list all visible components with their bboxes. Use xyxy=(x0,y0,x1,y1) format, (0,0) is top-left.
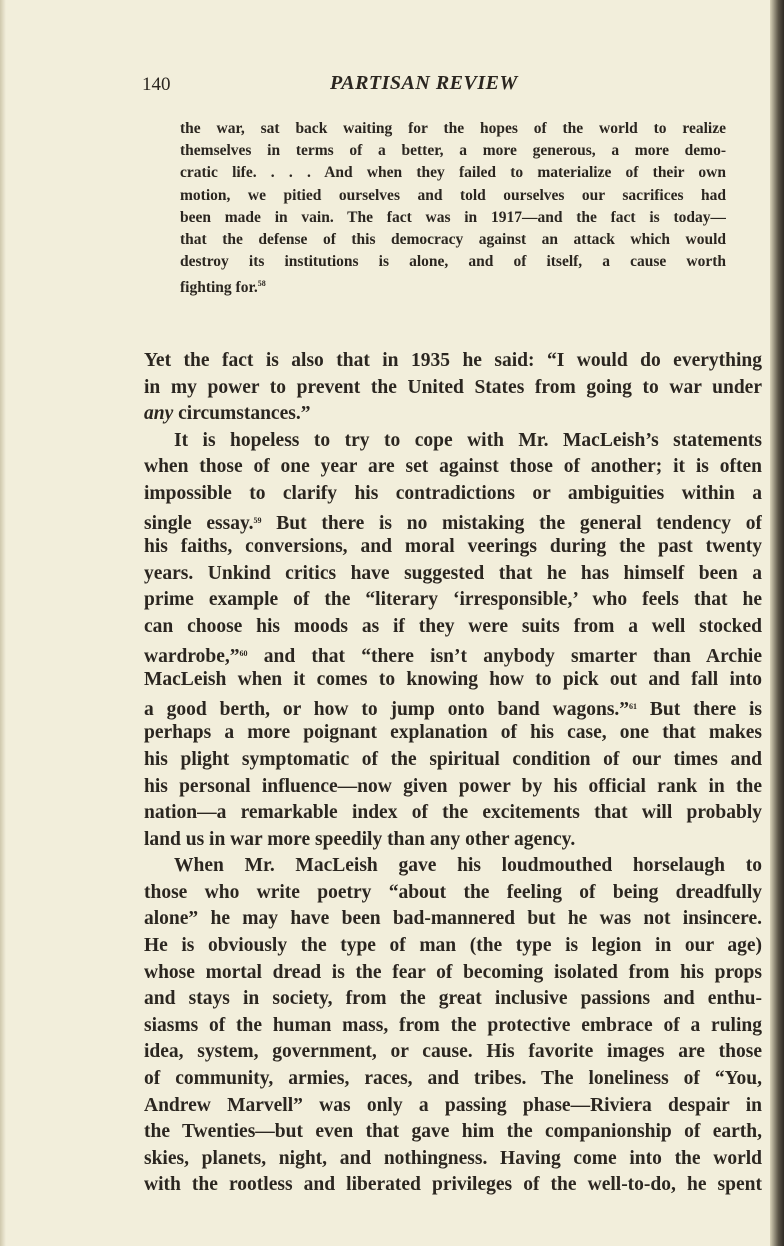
line-text: fighting for. xyxy=(180,279,258,296)
text-line xyxy=(144,348,762,375)
text-line xyxy=(144,561,762,588)
text-line xyxy=(144,1066,762,1093)
line-text: been made in vain. The fact was in 1917—and the fact is today— xyxy=(180,208,726,226)
footnote-ref: 58 xyxy=(257,279,266,289)
text-line xyxy=(144,481,762,508)
line-text: prime example of the “literary ‘irresponsible,’ who feels that he xyxy=(144,589,762,611)
text-line xyxy=(144,1039,762,1066)
text-line xyxy=(180,251,726,273)
line-text: of community, armies, races, and tribes. The loneliness of “You, xyxy=(144,1068,762,1090)
line-text: years. Unkind critics have suggested that he has himself been a xyxy=(144,562,762,584)
line-text-continued: But there is no mistaking the general tendency of xyxy=(261,512,762,534)
line-text: circumstances.” xyxy=(173,403,311,425)
text-line xyxy=(144,1093,762,1120)
footnote-ref: 60 xyxy=(239,648,248,658)
text-line xyxy=(144,534,762,561)
italic-word: any xyxy=(144,403,174,425)
line-text: and stays in society, from the great inclusive passions and enthu- xyxy=(144,988,762,1010)
page-left-edge xyxy=(0,0,6,1246)
text-line xyxy=(180,207,726,229)
text-line xyxy=(144,827,762,854)
text-line xyxy=(144,587,762,614)
text-line xyxy=(144,1013,762,1040)
line-text: land us in war more speedily than any other agency. xyxy=(144,828,576,850)
text-line xyxy=(180,185,726,207)
text-line xyxy=(144,428,762,455)
line-text-continued: and that “there isn’t anybody smarter than Archie xyxy=(247,645,762,667)
text-line xyxy=(144,401,762,428)
line-text: It is hopeless to try to cope with Mr. MacLeish’s statements xyxy=(174,429,762,451)
line-text: that the defense of this democracy against an attack which would xyxy=(180,230,726,248)
text-line xyxy=(180,273,726,295)
line-text: alone” he may have been bad-mannered but he was not insincere. xyxy=(144,908,762,930)
running-title: PARTISAN REVIEW xyxy=(330,72,518,94)
text-line xyxy=(144,800,762,827)
line-text: motion, we pitied ourselves and told ourselves our sacrifices had xyxy=(180,186,726,204)
line-text: perhaps a more poignant explanation of his case, one that makes xyxy=(144,722,762,744)
line-text: siasms of the human mass, from the protective embrace of a ruling xyxy=(144,1014,762,1036)
block-quote xyxy=(180,118,726,296)
text-line xyxy=(144,1119,762,1146)
line-text: with the rootless and liberated privileges of the well-to-do, he spent xyxy=(144,1174,762,1196)
line-text: idea, system, government, or cause. His favorite images are those xyxy=(144,1041,762,1063)
line-text: wardrobe,” xyxy=(144,645,240,667)
line-text: his plight symptomatic of the spiritual condition of our times and xyxy=(144,748,762,770)
line-text: in my power to prevent the United States from going to war under xyxy=(144,376,762,398)
line-text: destroy its institutions is alone, and of itself, a cause worth xyxy=(180,253,726,271)
line-text: Yet the fact is also that in 1935 he said: “I would do everything xyxy=(144,350,762,371)
text-line xyxy=(180,162,726,184)
line-text: Andrew Marvell” was only a passing phase—Riviera despair in xyxy=(144,1094,762,1116)
line-text: skies, planets, night, and nothingness. Having come into the world xyxy=(144,1147,762,1169)
line-text: He is obviously the type of man (the type is legion in our age) xyxy=(144,935,762,957)
line-text: a good berth, or how to jump onto band wagons.” xyxy=(144,698,630,720)
text-line xyxy=(180,229,726,251)
line-text: his personal influence—now given power by his official rank in the xyxy=(144,775,762,797)
text-line xyxy=(144,774,762,801)
footnote-ref: 59 xyxy=(253,515,262,525)
line-text: those who write poetry “about the feeling of being dreadfully xyxy=(144,881,762,903)
text-line xyxy=(144,880,762,907)
text-line xyxy=(144,1146,762,1173)
line-text: his faiths, conversions, and moral veerings during the past twenty xyxy=(144,536,762,558)
text-line xyxy=(180,118,726,140)
body-text xyxy=(144,348,762,1199)
text-line xyxy=(144,375,762,402)
book-binding-edge xyxy=(770,0,784,1246)
line-text: MacLeish when it comes to knowing how to pick out and fall into xyxy=(144,669,762,691)
line-text: single essay. xyxy=(144,512,254,534)
line-text: themselves in terms of a better, a more generous, a more demo- xyxy=(180,142,726,160)
text-line xyxy=(144,694,762,721)
text-line xyxy=(144,667,762,694)
text-line xyxy=(180,140,726,162)
line-text: the Twenties—but even that gave him the companionship of earth, xyxy=(144,1121,762,1143)
line-text: cratic life. . . . And when they failed to materialize of their own xyxy=(180,164,726,182)
text-line xyxy=(144,641,762,668)
text-line xyxy=(144,614,762,641)
text-line xyxy=(144,1172,762,1199)
line-text-continued: But there is xyxy=(637,698,762,720)
text-line xyxy=(144,508,762,535)
footnote-ref: 61 xyxy=(629,701,638,711)
line-text: when those of one year are set against those of another; it is often xyxy=(144,456,762,478)
line-text: can choose his moods as if they were suits from a well stocked xyxy=(144,615,762,637)
line-text: whose mortal dread is the fear of becoming isolated from his props xyxy=(144,961,762,983)
line-text: the war, sat back waiting for the hopes of the world to realize xyxy=(180,120,726,137)
text-line xyxy=(144,906,762,933)
text-line xyxy=(144,853,762,880)
text-line xyxy=(144,454,762,481)
line-text: When Mr. MacLeish gave his loudmouthed horselaugh to xyxy=(174,855,762,877)
text-line xyxy=(144,960,762,987)
text-line xyxy=(144,747,762,774)
text-line xyxy=(144,933,762,960)
line-text: impossible to clarify his contradictions or ambiguities within a xyxy=(144,482,762,504)
line-text: nation—a remarkable index of the excitements that will probably xyxy=(144,802,762,824)
page-number: 140 xyxy=(142,74,171,95)
text-line xyxy=(144,986,762,1013)
text-line xyxy=(144,720,762,747)
